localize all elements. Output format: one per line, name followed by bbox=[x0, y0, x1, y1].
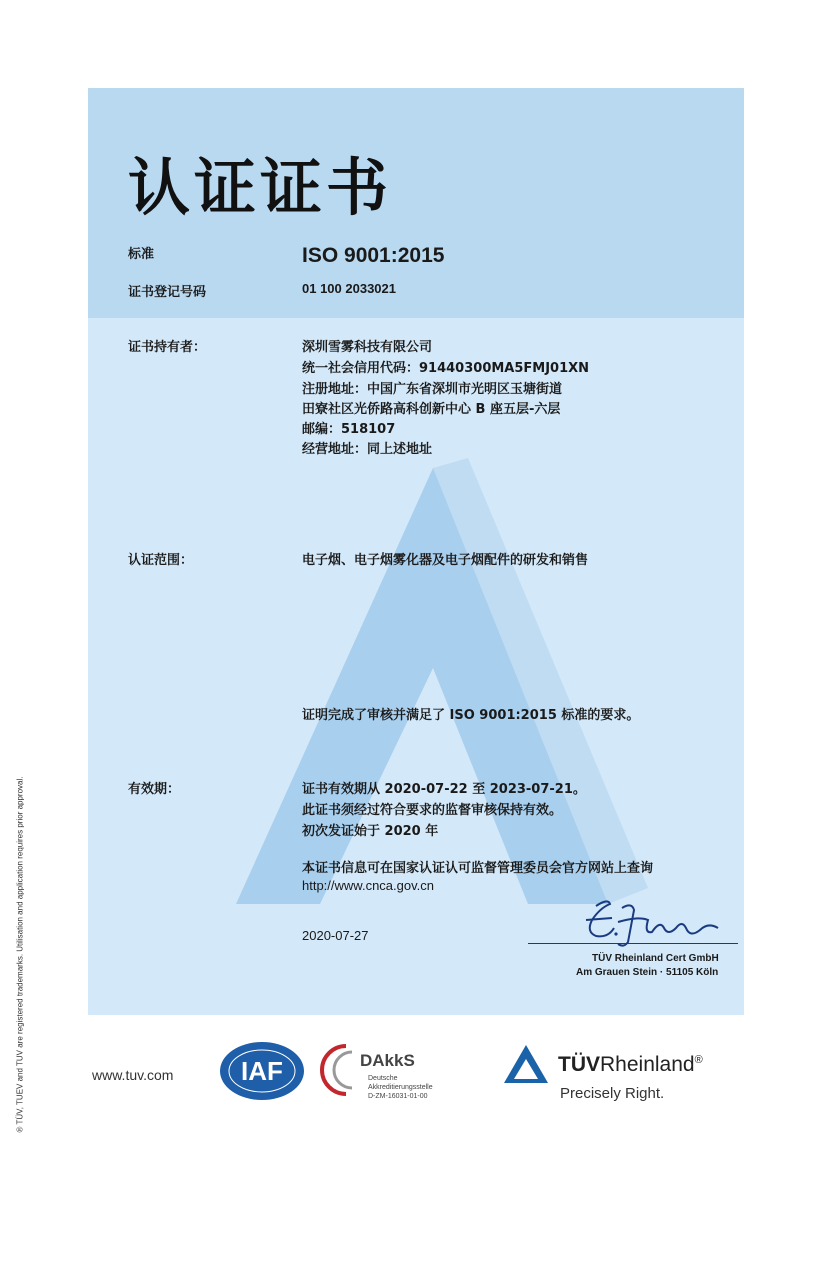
certificate-title: 认证证书 bbox=[128, 151, 393, 224]
trademark-side-note: ® TÜV, TUEV and TUV are registered trademarks. Utilisation and application requires prior approval. bbox=[15, 776, 25, 1133]
signature-line bbox=[528, 943, 738, 944]
holder-company: 深圳雪雾科技有限公司 bbox=[302, 340, 433, 355]
issuer-name: TÜV Rheinland Cert GmbH bbox=[592, 953, 719, 964]
registration-number: 01 100 2033021 bbox=[302, 281, 396, 296]
info-line: 本证书信息可在国家认证认可监督管理委员会官方网站上查询 bbox=[302, 861, 654, 876]
info-url[interactable]: http://www.cnca.gov.cn bbox=[302, 878, 434, 893]
holder-address-line1: 注册地址：中国广东省深圳市光明区玉塘街道 bbox=[302, 382, 563, 397]
validity-label: 有效期： bbox=[128, 782, 181, 797]
holder-business-address: 经营地址：同上述地址 bbox=[302, 442, 433, 457]
standard-value: ISO 9001:2015 bbox=[302, 244, 445, 267]
validity-line2: 此证书须经过符合要求的监督审核保持有效。 bbox=[302, 803, 563, 818]
holder-address-line2: 田寮社区光侨路高科创新中心 B 座五层-六层 bbox=[302, 402, 561, 417]
dakks-sub2: Akkreditierungsstelle bbox=[368, 1084, 433, 1091]
validity-line3: 初次发证始于 2020 年 bbox=[302, 824, 439, 839]
dakks-title: DAkkS bbox=[360, 1051, 415, 1070]
footer-website[interactable]: www.tuv.com bbox=[92, 1067, 174, 1083]
tuv-slogan: Precisely Right. bbox=[560, 1085, 665, 1102]
issuer-address: Am Grauen Stein · 51105 Köln bbox=[576, 967, 719, 978]
tuv-brand-name bbox=[558, 1053, 703, 1077]
tuv-brand-rest: Rheinland bbox=[600, 1053, 695, 1076]
tuv-registered-mark: ® bbox=[694, 1054, 703, 1066]
holder-credit-code: 统一社会信用代码：91440300MA5FMJ01XN bbox=[302, 361, 590, 376]
iaf-logo bbox=[218, 1040, 306, 1102]
standard-label: 标准 bbox=[128, 247, 155, 262]
dakks-sub3: D-ZM-16031-01-00 bbox=[368, 1093, 428, 1100]
tuv-brand-bold: TÜV bbox=[558, 1053, 600, 1076]
dakks-sub1: Deutsche bbox=[368, 1075, 398, 1082]
validity-line1: 证书有效期从 2020-07-22 至 2023-07-21。 bbox=[302, 782, 586, 797]
iaf-logo-text: IAF bbox=[241, 1056, 283, 1086]
issue-date: 2020-07-27 bbox=[302, 928, 369, 943]
holder-postcode: 邮编：518107 bbox=[302, 422, 396, 437]
dakks-logo-mark bbox=[312, 1040, 360, 1100]
tuv-triangle-icon bbox=[502, 1043, 550, 1085]
scope-label: 认证范围： bbox=[128, 553, 194, 568]
conformity-statement: 证明完成了审核并满足了 ISO 9001:2015 标准的要求。 bbox=[302, 708, 640, 723]
registration-label: 证书登记号码 bbox=[128, 285, 207, 300]
scope-value: 电子烟、电子烟雾化器及电子烟配件的研发和销售 bbox=[302, 553, 589, 568]
holder-label: 证书持有者： bbox=[128, 340, 207, 355]
